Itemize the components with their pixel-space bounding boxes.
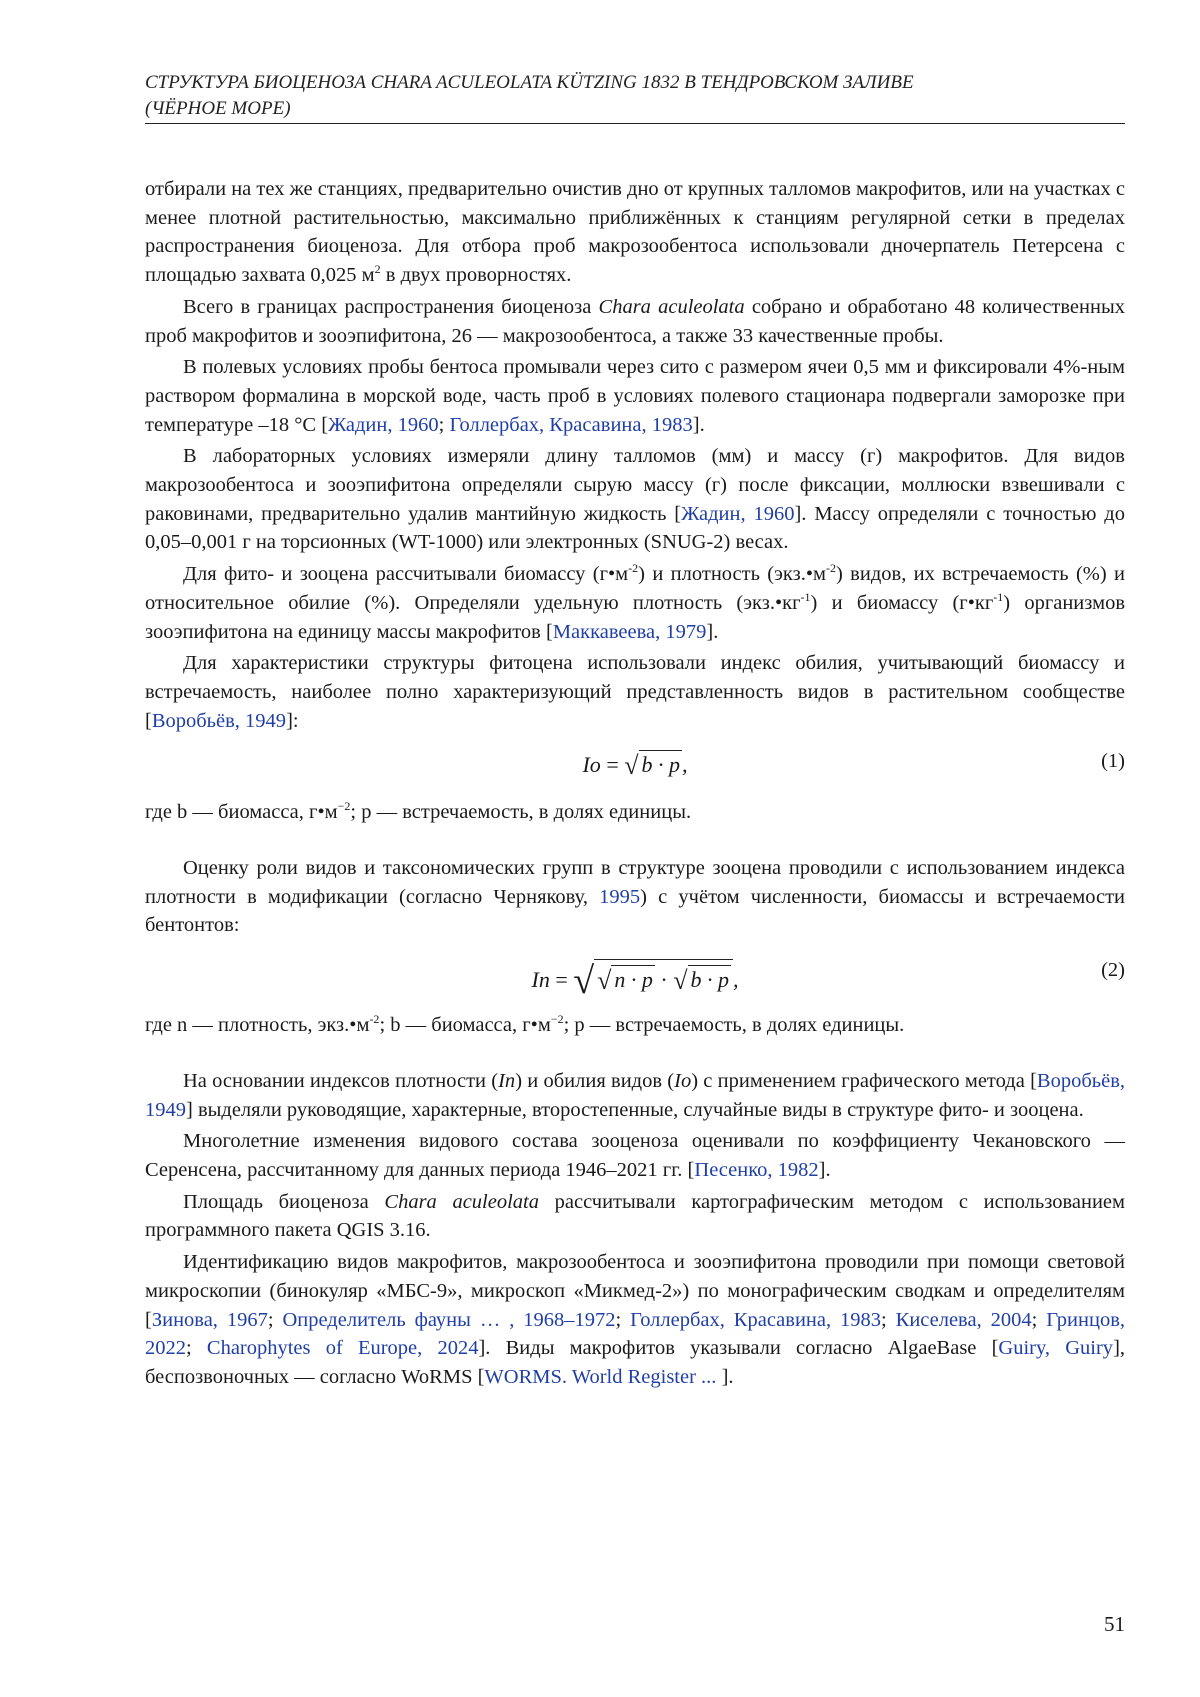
citation-link[interactable]: Песенко, 1982	[694, 1158, 819, 1181]
paragraph-5	[145, 560, 1125, 646]
p3-a: В полевых условиях пробы бентоса промывали через сито с размером ячеи 0,5 мм и фиксировали 4%-ным раствором формалина в морской воде, часть проб в условиях полевого стационара подвергали заморозке при температуре –18 °С [	[145, 356, 1125, 436]
p10-a: Площадь биоценоза	[183, 1190, 385, 1213]
paragraph-1	[145, 175, 1125, 290]
citation-link[interactable]: Воробьёв, 1949	[145, 1069, 1125, 1121]
p5-sup1: -2	[628, 561, 639, 576]
formula-1-lhs: Io	[582, 752, 601, 778]
p8-in: In	[498, 1069, 516, 1092]
formula-1-legend	[145, 798, 1125, 827]
where2-b: ; b — биомасса, г•м	[379, 1014, 551, 1037]
p11-d: ].	[721, 1365, 734, 1388]
p5-d: ) и биомассу (г•кг	[810, 591, 994, 614]
running-head-line1: СТРУКТУРА БИОЦЕНОЗА CHARA ACULEOLATA KÜTZING 1832 В ТЕНДРОВСКОМ ЗАЛИВЕ	[145, 72, 914, 93]
p8-c: ) с применением графического метода [	[691, 1069, 1037, 1092]
p4-b: ]. Массу определяли с точностью до 0,05–0,001 г на торсионных (WT-1000) или электронных (SNUG-2) весах.	[145, 502, 1125, 554]
citation-link[interactable]: Guiry, Guiry	[998, 1337, 1114, 1360]
body-text	[145, 175, 1125, 1395]
formula-1-eq: =	[606, 752, 619, 778]
citation-link[interactable]: Зинова, 1967	[151, 1308, 268, 1331]
citation-link[interactable]: Киселева, 2004	[895, 1308, 1032, 1331]
formula-2-legend	[145, 1011, 1125, 1040]
paragraph-7	[145, 854, 1125, 940]
citation-link[interactable]: 1995	[599, 885, 641, 908]
citation-link[interactable]: Жадин, 1960	[681, 502, 795, 525]
p5-c: ) видов, их встречаемость (%) и относительное обилие (%). Определяли удельную плотность (экз.•кг	[145, 563, 1125, 614]
where1-sup: −2	[337, 799, 351, 814]
p11-s1: ;	[267, 1308, 283, 1331]
equation-number-1: (1)	[1101, 750, 1125, 773]
p5-sup2: -2	[826, 561, 836, 576]
paragraph-4	[145, 442, 1125, 557]
page-number: 51	[1104, 1612, 1125, 1636]
sqrt-radical: √ b · p	[624, 751, 681, 781]
citation-link[interactable]: Маккавеева, 1979	[552, 620, 707, 643]
where2-c: ; p — встречаемость, в долях единицы.	[563, 1014, 905, 1037]
paragraph-2	[145, 293, 1125, 350]
where1-a: где b — биомасса, г•м	[145, 801, 338, 824]
sqrt-radical: √ n · p	[597, 966, 653, 996]
p5-sup4: -1	[993, 590, 1004, 605]
formula-2-expression	[145, 959, 1125, 1003]
p7-b: ) с учётом численности, биомассы и встречаемости бентонтов:	[145, 885, 1125, 937]
formula-1-radicand: b · p	[639, 750, 683, 778]
formula-2-dot: ·	[654, 967, 674, 993]
citation-link[interactable]: WORMS. World Register ...	[484, 1365, 722, 1388]
p5-b: ) и плотность (экз.•м	[638, 563, 826, 586]
p1-tail: в двух проворностях.	[380, 264, 572, 287]
p11-s2: ;	[615, 1308, 631, 1331]
running-head	[145, 70, 1125, 122]
p4-a: В лабораторных условиях измеряли длину талломов (мм) и массу (г) макрофитов. Для видов макрозообентоса и зооэпифитона определяли сырую массу (г) после фиксации, моллюски взвешивали с раковинами, предварительно удалив мантийную жидкость [	[145, 445, 1125, 525]
p11-c: ], беспозвоночных — согласно WoRMS [	[145, 1337, 1126, 1388]
p11-s5: ;	[186, 1337, 207, 1360]
citation-link[interactable]: Голлербах, Красавина, 1983	[449, 413, 693, 436]
formula-2-comma: ,	[733, 967, 739, 993]
p1-text: отбирали на тех же станциях, предварительно очистив дно от крупных талломов макрофитов, или на участках с менее плотной растительностью, максимально приближённых к станциям регулярной сетки в пределах распространения биоценоза. Для отбора проб макрозообентоса использовали дночерпатель Петерсена с площадью захвата 0,025 м	[145, 178, 1125, 287]
p11-s3: ;	[881, 1308, 896, 1331]
p10-b: рассчитывали картографическим методом с использованием программного пакета QGIS 3.16.	[145, 1190, 1126, 1242]
p11-s4: ;	[1031, 1308, 1047, 1331]
citation-link[interactable]: Воробьёв, 1949	[151, 709, 287, 732]
where1-b: ; p — встречаемость, в долях единицы.	[350, 801, 692, 824]
p7-a: Оценку роли видов и таксономических групп в структуре зооцена проводили с использованием индекса плотности в модификации (согласно Чернякову,	[145, 857, 1125, 908]
p8-d: ] выделяли руководящие, характерные, второстепенные, случайные виды в структуре фито- и зооцена.	[186, 1098, 1084, 1121]
p8-io: Io	[674, 1069, 692, 1092]
paragraph-8	[145, 1067, 1125, 1124]
p5-e: ) организмов зооэпифитона на единицу массы макрофитов [	[145, 591, 1125, 643]
p2-a: Всего в границах распространения биоценоза	[183, 295, 599, 318]
formula-2-radicand-1: n · p	[611, 965, 655, 993]
formula-1-expression	[145, 750, 1125, 781]
p6-a: Для характеристики структуры фитоцена использовали индекс обилия, учитывающий биомассу и встречаемость, наиболее полно характеризующий представленность видов в растительном сообществе [	[145, 652, 1125, 732]
citation-link[interactable]: Жадин, 1960	[328, 413, 439, 436]
p9-a: Многолетние изменения видового состава зооценоза оценивали по коэффициенту Чекановского — Серенсена, рассчитанному для данных периода 1946–2021 гг. [	[145, 1130, 1125, 1181]
citation-link[interactable]: Определитель фауны … , 1968–1972	[282, 1308, 616, 1331]
outer-sqrt-radical: √ √ n · p · √ b · p	[573, 959, 733, 1003]
citation-link[interactable]: Гринцов, 2022	[145, 1308, 1125, 1360]
p3-sep: ;	[438, 413, 450, 436]
p5-sup3: -1	[800, 590, 811, 605]
p2-b: собрано и обработано 48 количественных проб макрофитов и зооэпифитона, 26 — макрозообентоса, а также 33 качественные пробы.	[145, 295, 1126, 347]
p6-b: ]:	[286, 709, 299, 732]
where2-sup2: −2	[550, 1012, 564, 1027]
formula-2	[145, 943, 1125, 1011]
running-head-line2: (ЧЁРНОЕ МОРЕ)	[145, 98, 291, 119]
sqrt-radical: √ b · p	[673, 966, 729, 996]
p8-b: ) и обилия видов (	[515, 1069, 675, 1092]
paragraph-10	[145, 1188, 1125, 1245]
where2-a: где n — плотность, экз.•м	[145, 1014, 370, 1037]
formula-1-comma: ,	[682, 752, 688, 778]
p8-a: На основании индексов плотности (	[183, 1069, 499, 1092]
citation-link[interactable]: Голлербах, Красавина, 1983	[630, 1308, 882, 1331]
equation-number-2: (2)	[1101, 959, 1125, 982]
paragraph-9	[145, 1127, 1125, 1184]
p5-f: ].	[706, 620, 719, 643]
citation-link[interactable]: Charophytes of Europe, 2024	[206, 1337, 479, 1360]
p9-b: ].	[818, 1158, 831, 1181]
formula-2-radicand-2: b · p	[688, 965, 732, 993]
p11-a: Идентификацию видов макрофитов, макрозообентоса и зооэпифитона проводили при помощи световой микроскопии (бинокуляр «МБС-9», микроскоп «Микмед-2») по монографическим сводкам и определителям [	[145, 1251, 1125, 1331]
paragraph-6	[145, 649, 1125, 735]
formula-2-lhs: In	[531, 967, 550, 993]
paragraph-3	[145, 353, 1125, 439]
species-name: Chara aculeolata	[384, 1190, 539, 1213]
p5-a: Для фито- и зооцена рассчитывали биомассу (г•м	[183, 563, 629, 586]
p1-sup: 2	[374, 262, 381, 277]
paragraph-11	[145, 1248, 1125, 1392]
species-name: Chara aculeolata	[598, 295, 745, 318]
formula-1	[145, 738, 1125, 798]
where2-sup1: -2	[369, 1012, 380, 1027]
p11-b: ]. Виды макрофитов указывали согласно AlgaeBase [	[478, 1337, 999, 1360]
formula-2-eq: =	[555, 967, 568, 993]
header-rule	[145, 123, 1125, 124]
p3-b: ].	[692, 413, 705, 436]
